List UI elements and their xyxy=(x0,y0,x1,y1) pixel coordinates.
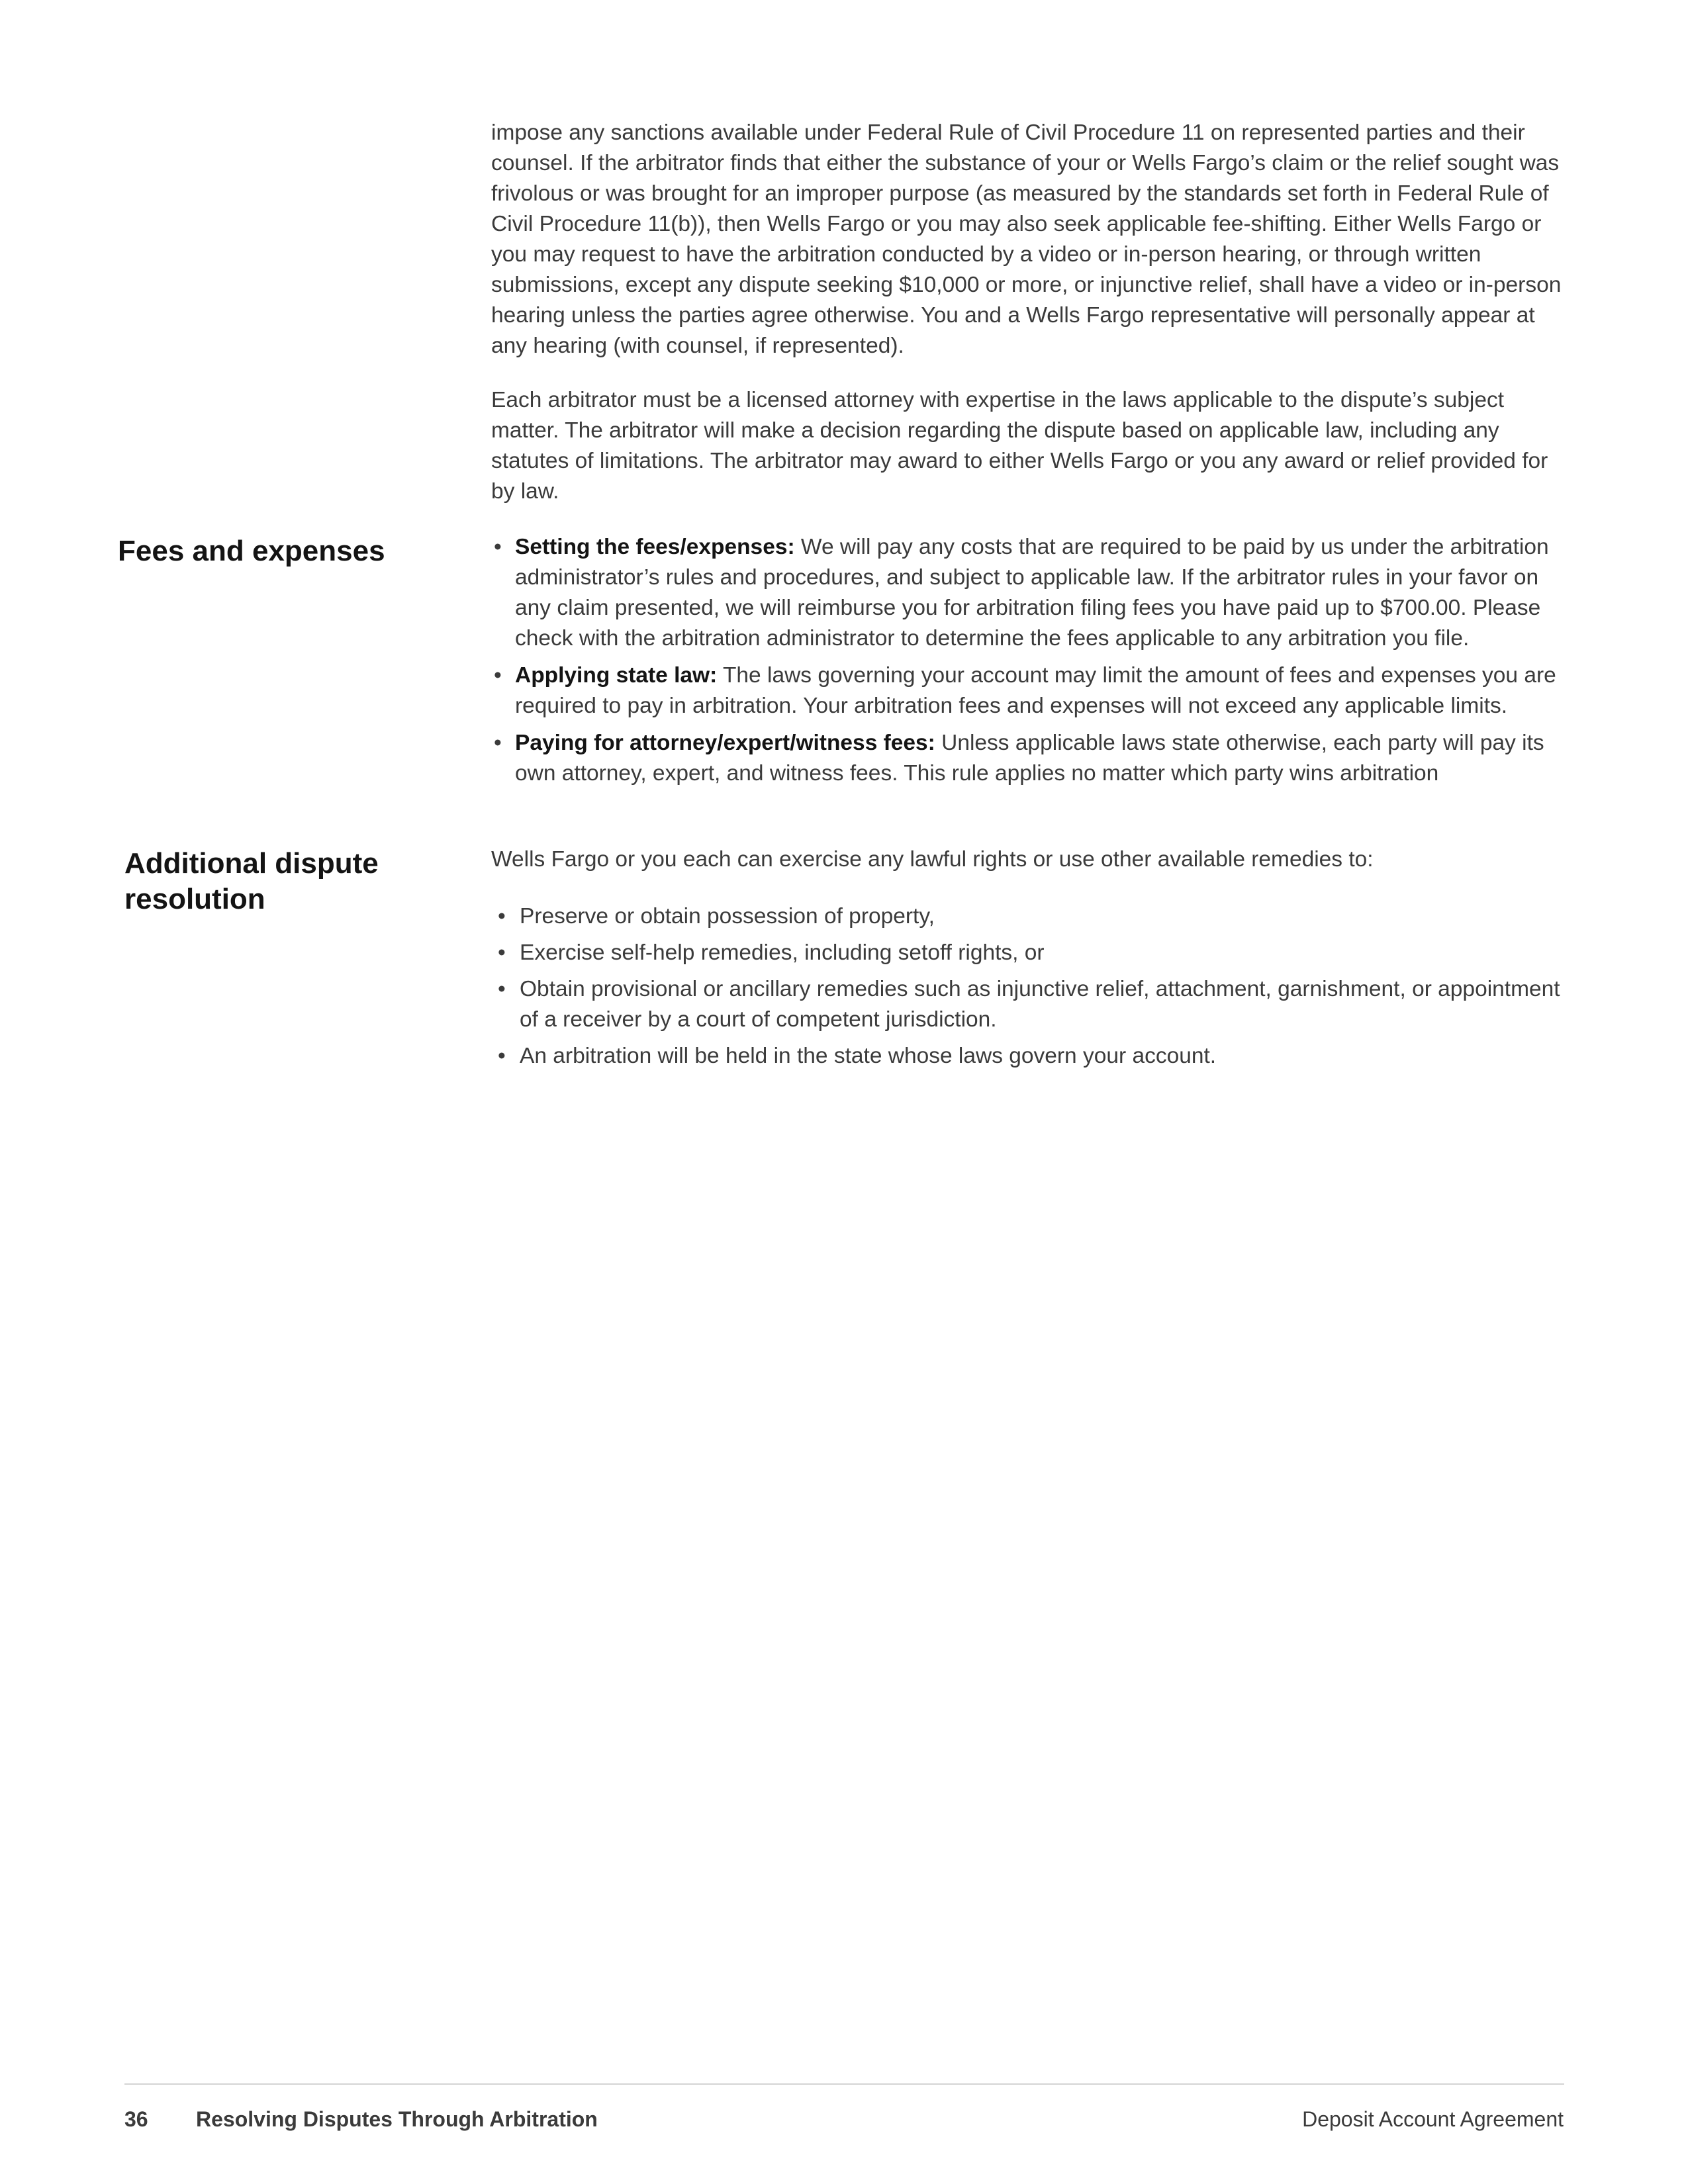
dispute-heading-line-2: resolution xyxy=(124,883,265,915)
footer-document-title: Deposit Account Agreement xyxy=(1302,2107,1564,2131)
dispute-section xyxy=(491,844,1562,1077)
list-item xyxy=(491,974,1562,1035)
intro-block xyxy=(491,118,1562,361)
fees-heading: Fees and expenses xyxy=(118,535,385,567)
bullet-icon: • xyxy=(494,535,502,559)
dispute-item-text: An arbitration will be held in the state whose laws govern your account. xyxy=(520,1044,1217,1068)
list-item xyxy=(491,938,1562,968)
bullet-icon: • xyxy=(498,904,506,929)
list-item xyxy=(491,660,1562,721)
footer-divider xyxy=(124,2083,1564,2085)
intro-paragraph-1: impose any sanctions available under Federal Rule of Civil Procedure 11 on represented parties and their counsel. If the arbitrator finds that either the substance of your or Wells Fargo’s claim or the relief sought was frivolous or was brought for an improper purpose (as measured by the standards set forth in Federal Rule of Civil Procedure 11(b)), then Wells Fargo or you may also seek applicable fee-shifting. Either Wells Fargo or you may request to have the arbitration conducted by a video or in-person hearing, or through written submissions, except any dispute seeking $10,000 or more, or injunctive relief, shall have a video or in-person hearing unless the parties agree otherwise. You and a Wells Fargo representative will personally appear at any hearing (with counsel, if represented). xyxy=(491,120,1562,358)
bullet-icon: • xyxy=(494,663,502,688)
fees-term-state-law: Applying state law: xyxy=(515,663,718,688)
dispute-heading-line-1: Additional dispute xyxy=(124,847,379,880)
fees-list xyxy=(491,532,1562,789)
fees-term-setting: Setting the fees/expenses: xyxy=(515,535,795,559)
list-item xyxy=(491,1041,1562,1071)
intro-paragraph-2: Each arbitrator must be a licensed attorney with expertise in the laws applicable to the dispute’s subject matter. The arbitrator will make a decision regarding the dispute based on applicable law, including any statutes of limitations. The arbitrator may award to either Wells Fargo or you any award or relief provided for by law. xyxy=(491,388,1548,504)
list-item xyxy=(491,728,1562,789)
list-item xyxy=(491,901,1562,932)
fees-section xyxy=(491,532,1562,796)
page-number: 36 xyxy=(124,2107,148,2131)
bullet-icon: • xyxy=(494,731,502,755)
dispute-list xyxy=(491,901,1562,1071)
fees-term-attorney: Paying for attorney/expert/witness fees: xyxy=(515,731,935,755)
dispute-item-text: Preserve or obtain possession of property, xyxy=(520,904,935,929)
fees-text-setting: We will pay any costs that are required to be paid by us under the arbitration administrator’s rules and procedures, and subject to applicable law. If the arbitrator rules in your favor on any claim presented, we will reimburse you for arbitration filing fees you have paid up to $700.00. Please check with the arbitration administrator to determine the fees applicable to any arbitration you file. xyxy=(515,535,1549,651)
list-item xyxy=(491,532,1562,654)
dispute-intro: Wells Fargo or you each can exercise any lawful rights or use other available remedies to: xyxy=(491,847,1374,872)
bullet-icon: • xyxy=(498,940,506,965)
fees-text-state-law: The laws governing your account may limit the amount of fees and expenses you are required to pay in arbitration. Your arbitration fees and expenses will not exceed any applicable limits. xyxy=(515,663,1556,718)
bullet-icon: • xyxy=(498,977,506,1001)
intro-block-2 xyxy=(491,385,1562,507)
dispute-item-text: Obtain provisional or ancillary remedies such as injunctive relief, attachment, garnishment, or appointment of a receiver by a court of competent jurisdiction. xyxy=(520,977,1560,1032)
footer-section-title: Resolving Disputes Through Arbitration xyxy=(196,2107,598,2131)
dispute-item-text: Exercise self-help remedies, including setoff rights, or xyxy=(520,940,1045,965)
bullet-icon: • xyxy=(498,1044,506,1068)
fees-text-attorney: Unless applicable laws state otherwise, each party will pay its own attorney, expert, and witness fees. This rule applies no matter which party wins arbitration xyxy=(515,731,1544,786)
dispute-heading xyxy=(124,846,379,917)
